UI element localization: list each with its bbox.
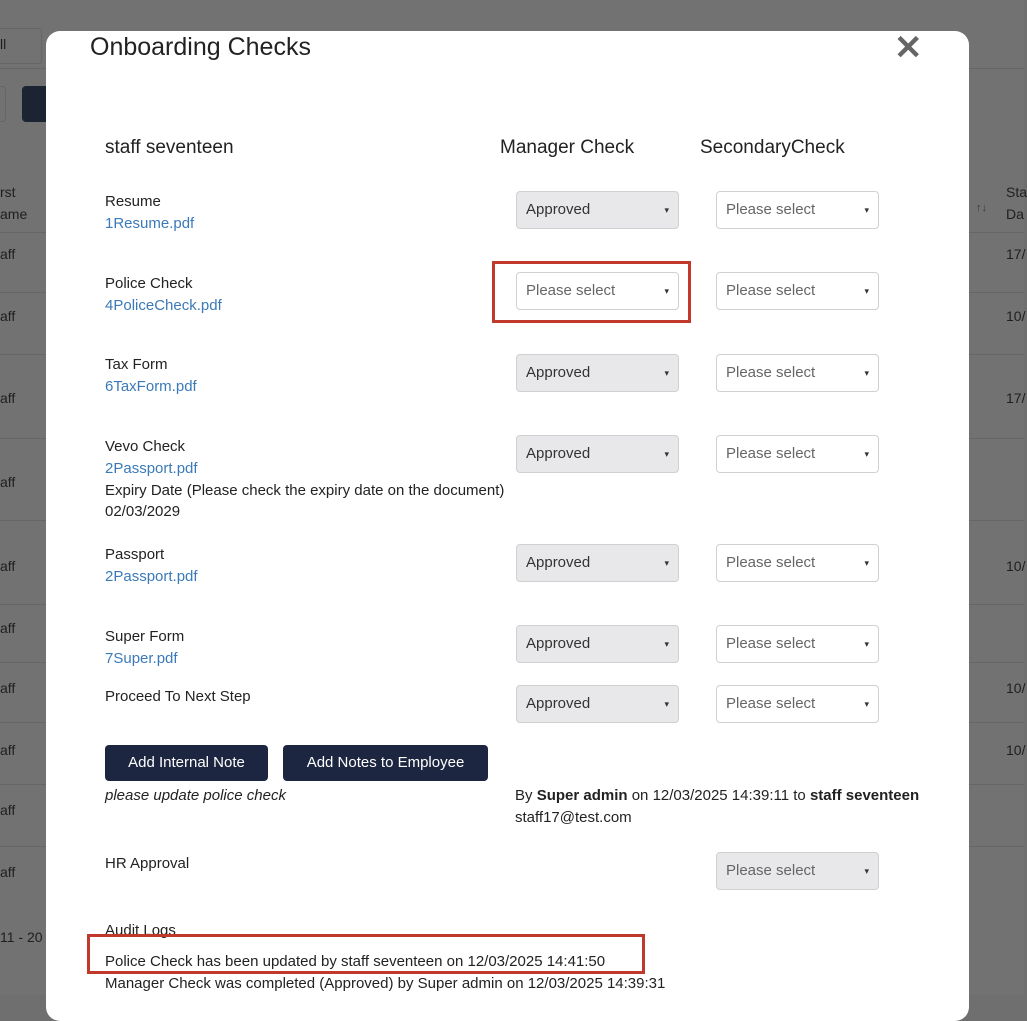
audit-entry: Police Check has been updated by staff seventeen on 12/03/2025 14:41:50: [105, 953, 606, 970]
manager-select-proceed[interactable]: [516, 685, 679, 723]
bg-fragment: aff: [0, 802, 16, 818]
bg-fragment: aff: [0, 474, 16, 490]
chevron-down-icon: ▾: [864, 699, 869, 709]
select-value: Please select: [726, 554, 816, 571]
chevron-down-icon: ▾: [864, 866, 869, 876]
chevron-down-icon: ▾: [864, 639, 869, 649]
row-label-vevo-check: Vevo Check: [105, 438, 186, 455]
select-value: Please select: [726, 282, 816, 299]
note-email: staff17@test.com: [515, 809, 632, 826]
chevron-down-icon: ▾: [864, 368, 869, 378]
note-meta: [515, 787, 919, 804]
chevron-down-icon: ▾: [864, 558, 869, 568]
bg-fragment: 17/: [1006, 390, 1026, 406]
bg-fragment: ll: [0, 36, 7, 52]
row-label-tax-form: Tax Form: [105, 356, 168, 373]
chevron-down-icon: ▾: [864, 205, 869, 215]
bg-filter-box: [0, 28, 42, 64]
secondary-select-super-form[interactable]: [716, 625, 879, 663]
select-value: Approved: [526, 554, 591, 571]
chevron-down-icon: ▾: [664, 205, 669, 215]
file-link-vevo-check[interactable]: 2Passport.pdf: [105, 460, 198, 477]
select-value: Please select: [726, 364, 816, 381]
hr-approval-label: HR Approval: [105, 855, 190, 872]
manager-select-passport[interactable]: [516, 544, 679, 582]
chevron-down-icon: ▾: [664, 368, 669, 378]
secondary-select-vevo-check[interactable]: [716, 435, 879, 473]
modal-title: Onboarding Checks: [90, 33, 311, 61]
bg-fragment: aff: [0, 680, 16, 696]
bg-fragment: 10/: [1006, 680, 1026, 696]
staff-name-heading: staff seventeen: [105, 137, 234, 158]
chevron-down-icon: ▾: [664, 639, 669, 649]
bg-input: [0, 86, 6, 122]
manager-select-vevo-check[interactable]: [516, 435, 679, 473]
chevron-down-icon: ▾: [664, 699, 669, 709]
bg-fragment: aff: [0, 308, 16, 324]
secondary-check-heading: SecondaryCheck: [700, 137, 845, 158]
secondary-select-passport[interactable]: [716, 544, 879, 582]
chevron-down-icon: ▾: [664, 286, 669, 296]
audit-entry: Manager Check was completed (Approved) by Super admin on 12/03/2025 14:39:31: [105, 975, 666, 992]
sort-icon: ↑↓: [976, 202, 987, 214]
secondary-select-tax-form[interactable]: [716, 354, 879, 392]
bg-fragment: aff: [0, 558, 16, 574]
note-author: Super admin: [536, 787, 628, 804]
bg-fragment: rst: [0, 184, 16, 200]
select-value: Please select: [726, 445, 816, 462]
file-link-super-form[interactable]: 7Super.pdf: [105, 650, 178, 667]
hr-approval-select[interactable]: [716, 852, 879, 890]
row-label-passport: Passport: [105, 546, 165, 563]
row-label-proceed: Proceed To Next Step: [105, 688, 251, 705]
select-value: Approved: [526, 445, 591, 462]
select-value: Please select: [726, 695, 816, 712]
bg-fragment: 17/: [1006, 246, 1026, 262]
expiry-date-value: 02/03/2029: [105, 503, 181, 520]
bg-fragment: aff: [0, 246, 16, 262]
select-value: Approved: [526, 635, 591, 652]
manager-select-resume[interactable]: [516, 191, 679, 229]
bg-pagination: 11 - 20: [0, 929, 43, 945]
note-datetime: on 12/03/2025 14:39:11 to: [631, 787, 806, 804]
audit-logs-heading: Audit Logs: [105, 922, 176, 939]
onboarding-checks-modal: [46, 31, 969, 1021]
bg-fragment: 10/: [1006, 558, 1026, 574]
secondary-select-proceed[interactable]: [716, 685, 879, 723]
note-target: staff seventeen: [809, 787, 920, 804]
row-label-super-form: Super Form: [105, 628, 185, 645]
bg-fragment: Da: [1006, 206, 1024, 222]
bg-fragment: ame: [0, 206, 28, 222]
chevron-down-icon: ▾: [864, 449, 869, 459]
select-value: Please select: [526, 282, 616, 299]
secondary-select-resume[interactable]: [716, 191, 879, 229]
bg-fragment: 10/: [1006, 742, 1026, 758]
bg-fragment: 10/: [1006, 308, 1026, 324]
file-link-tax-form[interactable]: 6TaxForm.pdf: [105, 378, 197, 395]
note-text: please update police check: [105, 787, 286, 804]
expiry-date-label: Expiry Date (Please check the expiry date on the document): [105, 482, 505, 499]
chevron-down-icon: ▾: [664, 558, 669, 568]
bg-fragment: aff: [0, 390, 16, 406]
add-notes-to-employee-button[interactable]: Add Notes to Employee: [283, 745, 488, 781]
manager-select-super-form[interactable]: [516, 625, 679, 663]
manager-select-tax-form[interactable]: [516, 354, 679, 392]
select-value: Approved: [526, 364, 591, 381]
file-link-resume[interactable]: 1Resume.pdf: [105, 215, 195, 232]
row-label-resume: Resume: [105, 193, 161, 210]
secondary-select-police-check[interactable]: [716, 272, 879, 310]
chevron-down-icon: ▾: [864, 286, 869, 296]
note-by: By: [515, 787, 533, 804]
row-label-police-check: Police Check: [105, 275, 193, 292]
select-value: Please select: [726, 201, 816, 218]
select-value: Approved: [526, 695, 591, 712]
bg-fragment: Sta: [1006, 184, 1027, 200]
chevron-down-icon: ▾: [664, 449, 669, 459]
bg-fragment: aff: [0, 620, 16, 636]
file-link-passport[interactable]: 2Passport.pdf: [105, 568, 198, 585]
manager-check-heading: Manager Check: [500, 137, 635, 158]
bg-fragment: aff: [0, 742, 16, 758]
select-value: Approved: [526, 201, 591, 218]
add-internal-note-button[interactable]: Add Internal Note: [105, 745, 268, 781]
bg-fragment: aff: [0, 864, 16, 880]
select-value: Please select: [726, 635, 816, 652]
close-icon[interactable]: ✕: [894, 29, 923, 67]
file-link-police-check[interactable]: 4PoliceCheck.pdf: [105, 297, 222, 314]
manager-select-police-check[interactable]: [516, 272, 679, 310]
select-value: Please select: [726, 862, 816, 879]
